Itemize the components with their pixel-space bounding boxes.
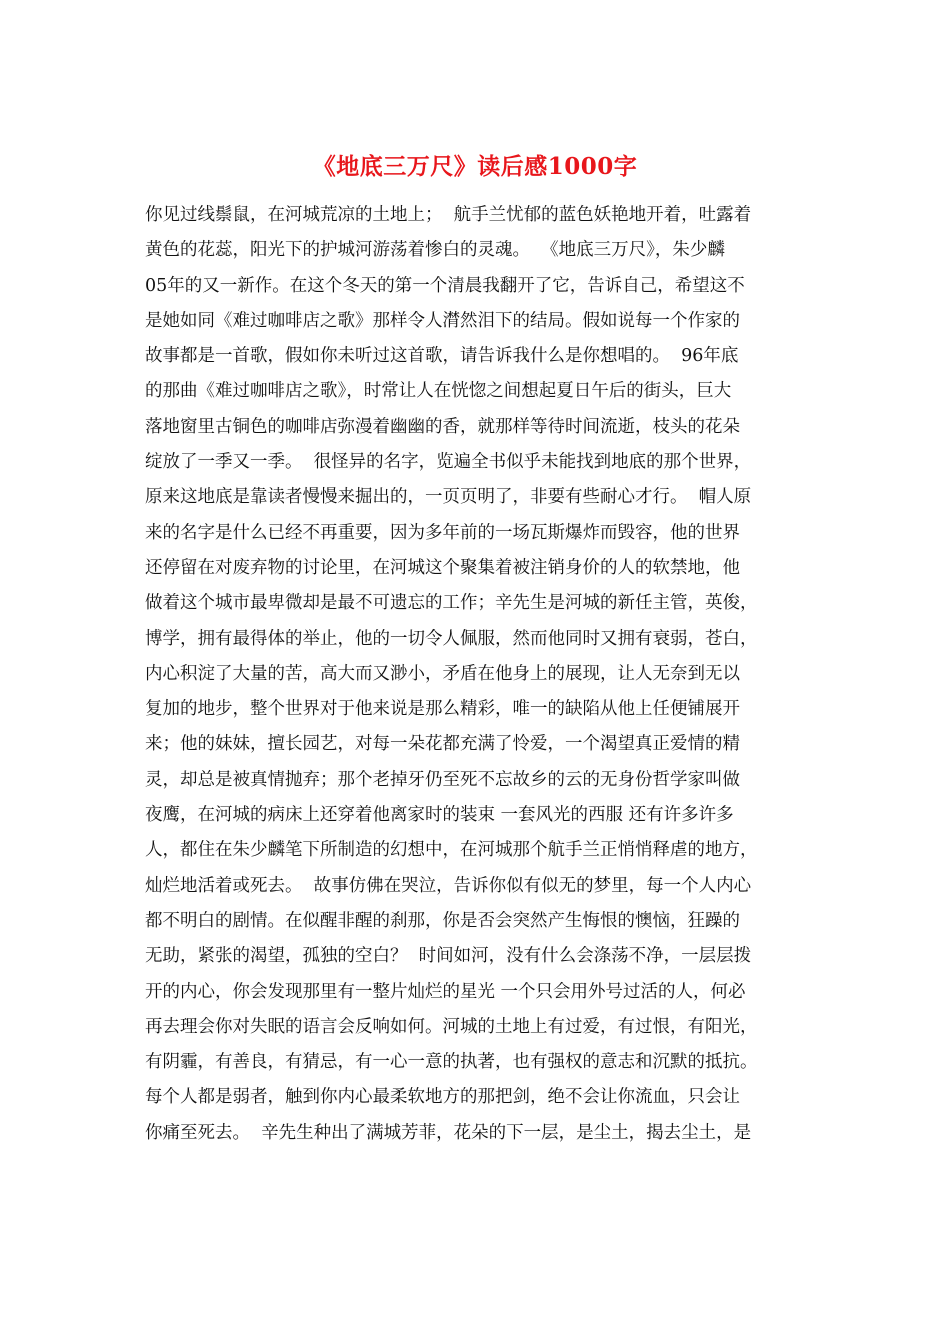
paragraph-line: 复加的地步，整个世界对于他来说是那么精彩，唯一的缺陷从他上任便铺展开 bbox=[145, 699, 740, 720]
paragraph-line: 开的内心，你会发现那里有一整片灿烂的星光 一个只会用外号过活的人，何必 bbox=[145, 981, 746, 1002]
paragraph-line: 原来这地底是靠读者慢慢来掘出的，一页页明了，非要有些耐心才行。 帽人原 bbox=[145, 487, 752, 508]
paragraph-line: 有阴霾，有善良，有猜忌，有一心一意的执著，也有强权的意志和沉默的抵抗。 bbox=[145, 1052, 758, 1073]
document-title: 《地底三万尺》读后感1000字 bbox=[312, 153, 638, 180]
paragraph-line: 都不明白的剧情。在似醒非醒的刹那，你是否会突然产生悔恨的懊恼，狂躁的 bbox=[145, 910, 740, 931]
paragraph-line: 来的名字是什么已经不再重要，因为多年前的一场瓦斯爆炸而毁容，他的世界 bbox=[145, 522, 740, 543]
paragraph-line: 每个人都是弱者，触到你内心最柔软地方的那把剑，绝不会让你流血，只会让 bbox=[145, 1087, 740, 1108]
paragraph-line: 还停留在对废弃物的讨论里，在河城这个聚集着被注销身价的人的软禁地，他 bbox=[145, 557, 740, 578]
paragraph-line: 人，都住在朱少麟笔下所制造的幻想中，在河城那个航手兰正悄悄释虐的地方， bbox=[145, 840, 758, 861]
document-body bbox=[145, 198, 805, 1151]
paragraph-line: 灿烂地活着或死去。 故事仿佛在哭泣，告诉你似有似无的梦里，每一个人内心 bbox=[145, 875, 752, 896]
paragraph-line: 无助，紧张的渴望，孤独的空白？ 时间如河，没有什么会涤荡不净，一层层拨 bbox=[145, 946, 752, 967]
paragraph-line: 05年的又一新作。在这个冬天的第一个清晨我翻开了它，告诉自己，希望这不 bbox=[145, 275, 745, 296]
paragraph-line: 落地窗里古铜色的咖啡店弥漫着幽幽的香，就那样等待时间流逝，枝头的花朵 bbox=[145, 416, 740, 437]
paragraph-line: 是她如同《难过咖啡店之歌》那样令人潸然泪下的结局。假如说每一个作家的 bbox=[145, 310, 740, 331]
paragraph-line: 再去理会你对失眠的语言会反响如何。河城的土地上有过爱，有过恨，有阳光， bbox=[145, 1016, 758, 1037]
paragraph-line: 你见过线鬃鼠，在河城荒凉的土地上； 航手兰忧郁的蓝色妖艳地开着，吐露着 bbox=[145, 205, 752, 225]
paragraph-line: 博学，拥有最得体的举止，他的一切令人佩服，然而他同时又拥有衰弱，苍白， bbox=[145, 628, 758, 649]
paragraph-line: 你痛至死去。 辛先生种出了满城芳菲，花朵的下一层，是尘土，揭去尘土，是 bbox=[145, 1122, 752, 1143]
paragraph-line: 内心积淀了大量的苦，高大而又渺小，矛盾在他身上的展现，让人无奈到无以 bbox=[145, 663, 740, 684]
paragraph-line: 灵，却总是被真情抛弃；那个老掉牙仍至死不忘故乡的云的无身份哲学家叫做 bbox=[145, 769, 740, 790]
paragraph-line: 做着这个城市最卑微却是最不可遗忘的工作；辛先生是河城的新任主管，英俊， bbox=[145, 593, 758, 614]
paragraph-line: 黄色的花蕊，阳光下的护城河游荡着惨白的灵魂。 《地底三万尺》，朱少麟 bbox=[145, 240, 725, 261]
paragraph-line: 的那曲《难过咖啡店之歌》，时常让人在恍惚之间想起夏日午后的街头，巨大 bbox=[145, 381, 732, 402]
paragraph-line: 夜鹰，在河城的病床上还穿着他离家时的装束 一套风光的西服 还有许多许多 bbox=[145, 805, 734, 826]
paragraph-line: 来；他的妹妹，擅长园艺，对每一朵花都充满了怜爱，一个渴望真正爱情的精 bbox=[145, 734, 740, 755]
paragraph-line: 故事都是一首歌，假如你未听过这首歌，请告诉我什么是你想唱的。 96年底 bbox=[145, 346, 739, 367]
paragraph-line: 绽放了一季又一季。 很怪异的名字，览遍全书似乎未能找到地底的那个世界， bbox=[145, 452, 752, 473]
